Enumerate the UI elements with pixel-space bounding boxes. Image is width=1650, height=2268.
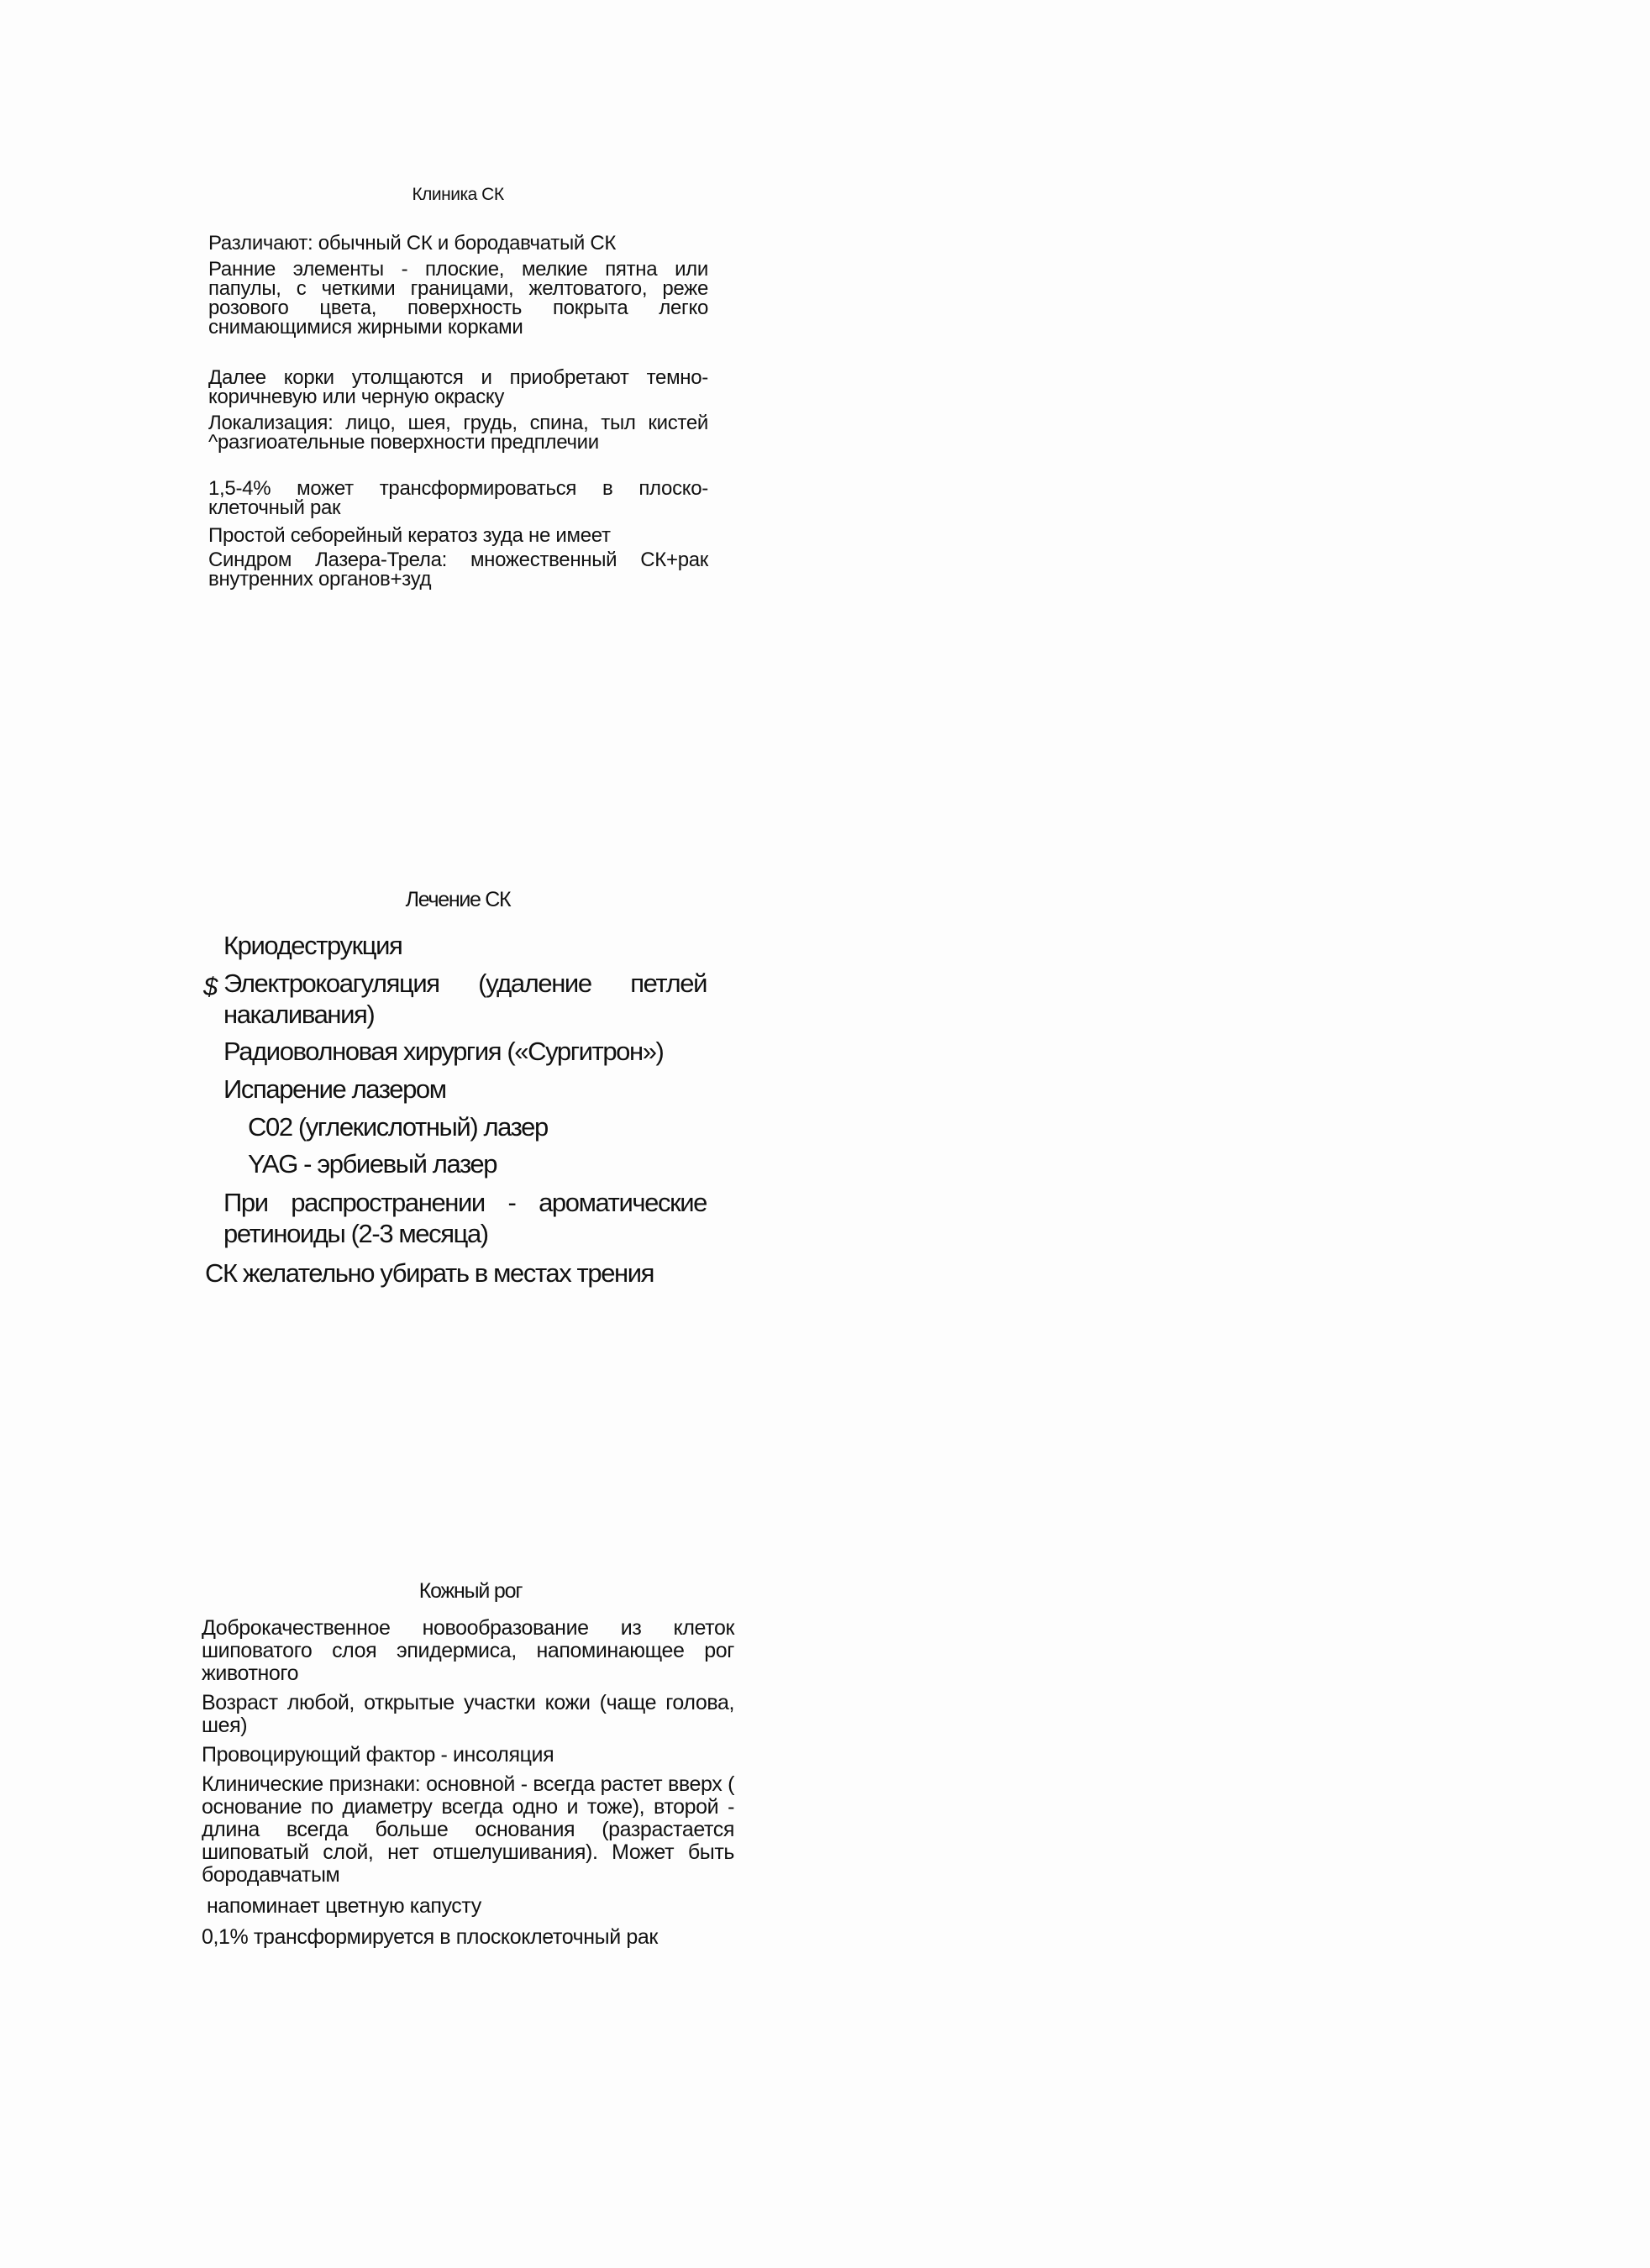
paragraph: Простой себорейный кератоз зуда не имеет <box>208 524 611 547</box>
paragraph: 1,5-4% может трансформироваться в плоско-клеточный рак <box>208 477 708 519</box>
paragraph: Радиоволновая хирургия («Сургитрон») <box>223 1037 664 1066</box>
slide-title: Клиника СК <box>412 185 504 204</box>
paragraph: Испарение лазером <box>223 1074 446 1104</box>
paragraph: При распространении - ароматические ретиноиды (2-3 месяца) <box>223 1188 707 1248</box>
bullet-mark: $ <box>203 972 218 1001</box>
paragraph: СК желательно убирать в местах трения <box>205 1258 654 1288</box>
paragraph: Различают: обычный СК и бородавчатый СК <box>208 232 617 255</box>
paragraph: Далее корки утолщаются и приобретают темно- коричневую или черную окраску <box>208 366 708 408</box>
paragraph: Синдром Лазера-Трела: множественный СК+рак внутренних органов+зуд <box>208 549 708 591</box>
paragraph: Клинические признаки: основной - всегда растет вверх ( основание по диаметру всегда одно и тоже), второй - длина всегда больше основания (разрастается шиповатый слой, нет отшелушивания). Может быть бородавчатым <box>202 1772 734 1887</box>
paragraph: Провоцирующий фактор - инсоляция <box>202 1743 554 1767</box>
paragraph: Доброкачественное новообразование из клеток шиповатого слоя эпидермиса, напоминающее рог животного <box>202 1616 734 1685</box>
paragraph: 0,1% трансформируется в плоскоклеточный рак <box>202 1925 658 1949</box>
slide-title: Лечение СК <box>405 888 511 911</box>
paragraph: Локализация: лицо, шея, грудь, спина, тыл кистей ^разгиоательные поверхности предплечии <box>208 412 708 454</box>
paragraph: YAG - эрбиевый лазер <box>248 1149 497 1179</box>
paragraph: Электрокоагуляция (удаление петлей накаливания) <box>223 969 707 1029</box>
paragraph: Криодеструкция <box>223 931 402 960</box>
paragraph: напоминает цветную капусту <box>207 1894 481 1918</box>
paragraph: Ранние элементы - плоские, мелкие пятна или папулы, с четкими границами, желтоватого, реже розового цвета, поверхность покрыта легко снимающимися жирными корками <box>208 258 708 339</box>
paragraph: Возраст любой, открытые участки кожи (чаще голова, шея) <box>202 1691 734 1737</box>
paragraph: С02 (углекислотный) лазер <box>248 1112 548 1142</box>
slide-title: Кожный рог <box>418 1579 523 1603</box>
